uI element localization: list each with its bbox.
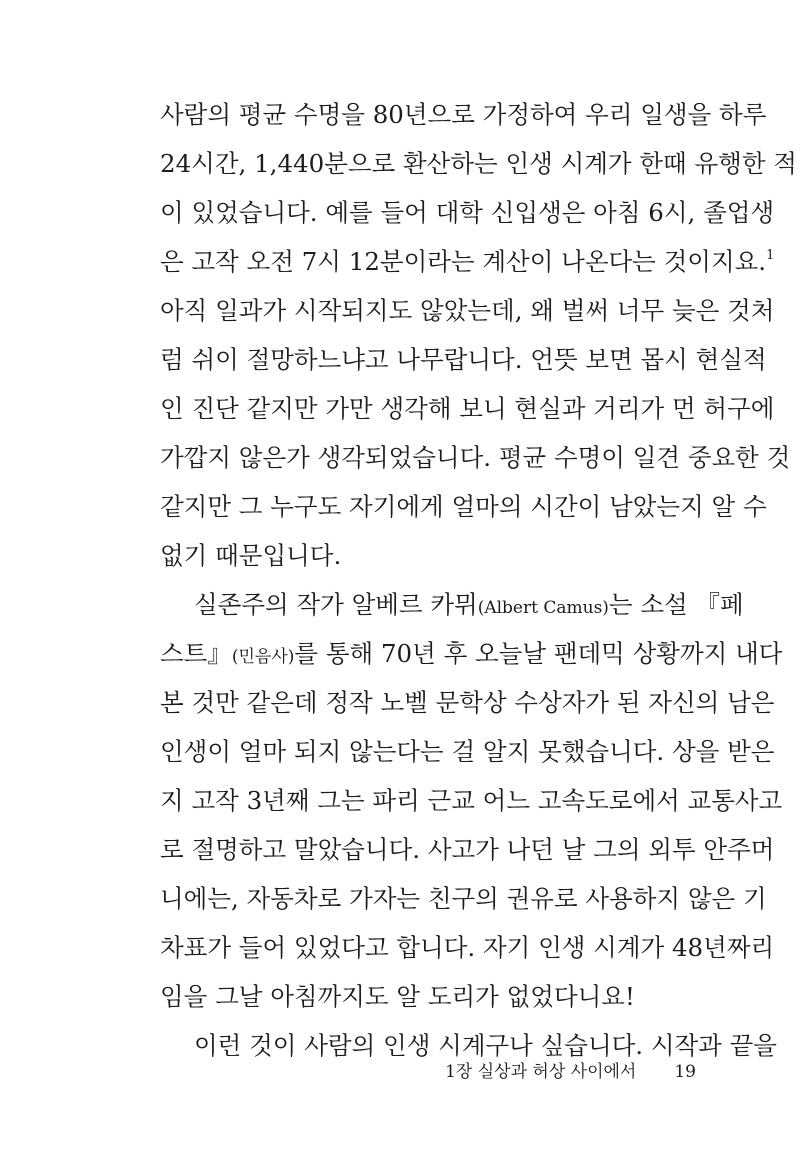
text-line: 사람의 평균 수명을 80년으로 가정하여 우리 일생을 하루 [160, 100, 767, 129]
text-line: 같지만 그 누구도 자기에게 얼마의 시간이 남았는지 알 수 [160, 492, 767, 521]
text-span: 를 통해 70년 후 오늘날 팬데믹 상황까지 내다 [294, 639, 783, 668]
text-line: 가깝지 않은가 생각되었습니다. 평균 수명이 일견 중요한 것 [160, 443, 791, 472]
text-line: 24시간, 1,440분으로 환산하는 인생 시계가 한때 유행한 적 [160, 149, 797, 178]
page-number: 19 [674, 1062, 696, 1082]
parenthetical-note: (민음사) [231, 647, 295, 667]
text-line: 임을 그날 아침까지도 알 도리가 없었다니요! [160, 982, 635, 1011]
text-line [160, 634, 783, 674]
text-line: 아직 일과가 시작되지도 않았는데, 왜 벌써 너무 늦은 것처 [160, 296, 775, 325]
page-footer [445, 1057, 696, 1087]
text-span: 은 고작 오전 7시 12분이라는 계산이 나온다는 것이지요. [160, 247, 767, 276]
text-line: 니에는, 자동차로 가자는 친구의 권유로 사용하지 않은 기 [160, 884, 767, 913]
text-line: 지 고작 3년째 그는 파리 근교 어느 고속도로에서 교통사고 [160, 786, 783, 815]
text-span: 는 소설 『페 [608, 590, 744, 619]
text-line: 럼 쉬이 절망하느냐고 나무랍니다. 언뜻 보면 몹시 현실적 [160, 345, 767, 374]
text-line: 없기 때문입니다. [160, 541, 342, 570]
text-span: 스트』 [160, 639, 232, 668]
text-line: 인 진단 같지만 가만 생각해 보니 현실과 거리가 먼 허구에 [160, 394, 775, 423]
text-line: 이런 것이 사람의 인생 시계구나 싶습니다. 시작과 끝을 [194, 1031, 777, 1060]
running-header-chapter: 1장 실상과 허상 사이에서 [445, 1062, 637, 1082]
text-span: 실존주의 작가 알베르 카뮈 [194, 590, 478, 619]
text-line: 본 것만 같은데 정작 노벨 문학상 수상자가 된 자신의 남은 [160, 688, 775, 717]
text-line [194, 585, 744, 625]
footnote-marker: 1 [766, 248, 775, 263]
text-line: 인생이 얼마 되지 않는다는 걸 알지 못했습니다. 상을 받은 [160, 737, 775, 766]
text-line: 로 절명하고 말았습니다. 사고가 나던 날 그의 외투 안주머 [160, 835, 775, 864]
text-line: 이 있었습니다. 예를 들어 대학 신입생은 아침 6시, 졸업생 [160, 198, 775, 227]
parenthetical-note: (Albert Camus) [477, 598, 609, 618]
text-line: 차표가 들어 있었다고 합니다. 자기 인생 시계가 48년짜리 [160, 933, 775, 962]
text-line [160, 242, 775, 282]
